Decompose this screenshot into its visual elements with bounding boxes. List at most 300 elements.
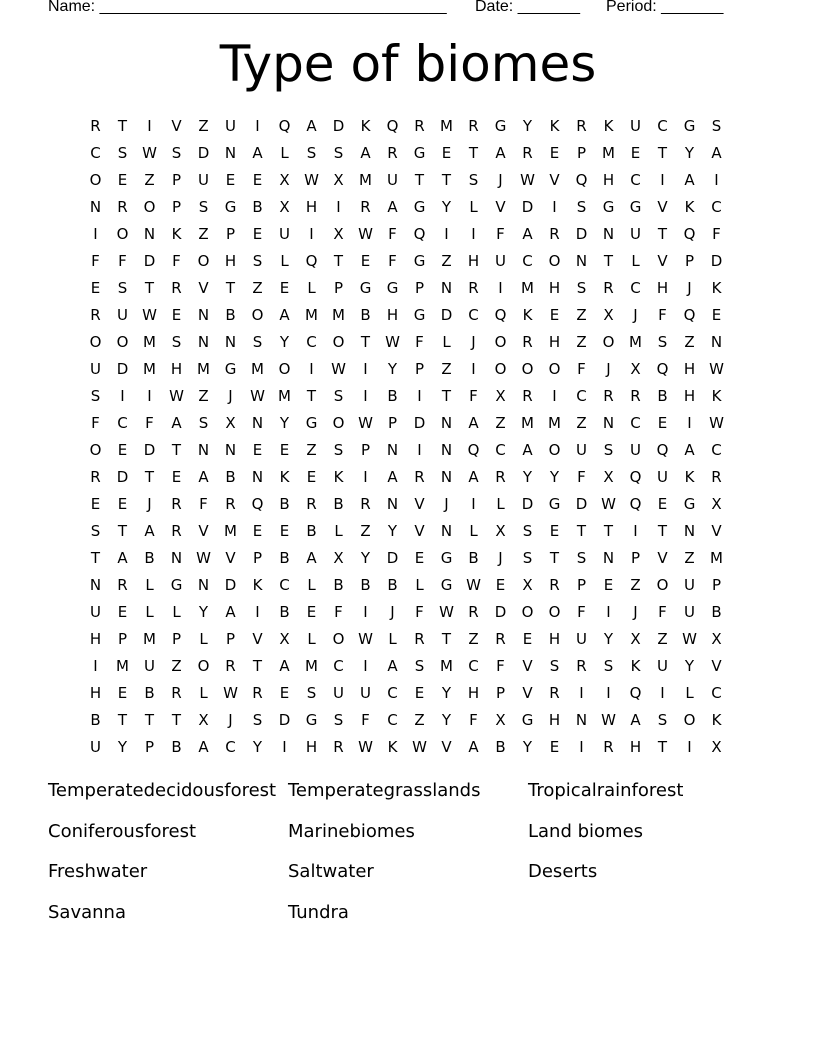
grid-letter: E [117,171,128,189]
grid-letter: G [440,549,453,567]
grid-letter: G [224,198,237,216]
grid-letter: R [225,495,236,513]
grid-letter: W [358,630,373,648]
grid-letter: N [440,468,453,486]
grid-letter: G [602,198,615,216]
grid-letter: P [225,630,236,648]
grid-letter: I [255,117,260,135]
grid-letter: U [90,603,101,621]
grid-letter: O [143,198,156,216]
grid-letter: Y [522,117,533,135]
grid-letter: S [333,441,344,459]
grid-letter: S [90,522,101,540]
grid-letter: R [171,495,182,513]
grid-letter: A [468,414,479,432]
grid-letter: A [279,657,290,675]
grid-letter: K [630,657,641,675]
grid-letter: A [279,306,290,324]
grid-letter: S [522,522,533,540]
grid-letter: H [683,387,696,405]
grid-letter: N [386,495,399,513]
period-field-label: Period: _______ [606,0,724,15]
grid-letter: Z [684,333,695,351]
word-list-item: Coniferousforest [48,820,197,842]
grid-letter: L [280,252,289,270]
grid-letter: S [603,657,614,675]
grid-letter: R [549,576,560,594]
grid-letter: N [143,225,156,243]
grid-letter: X [279,630,290,648]
grid-letter: E [549,306,560,324]
grid-letter: E [549,522,560,540]
grid-letter: Q [413,225,426,243]
word-list-item: Temperategrasslands [288,780,481,801]
grid-letter: A [711,144,722,162]
grid-letter: J [498,171,503,189]
grid-letter: Z [144,171,155,189]
grid-letter: Y [684,657,695,675]
grid-letter: M [197,360,210,378]
grid-letter: P [171,171,182,189]
grid-letter: A [306,117,317,135]
grid-letter: Q [629,468,642,486]
grid-letter: T [414,171,425,189]
grid-letter: U [576,630,587,648]
grid-letter: W [358,738,373,756]
grid-letter: I [633,522,638,540]
grid-letter: E [279,441,290,459]
grid-letter: O [548,252,561,270]
grid-letter: T [657,225,668,243]
grid-letter: E [252,171,263,189]
grid-letter: B [360,576,371,594]
grid-letter: D [521,495,534,513]
grid-letter: E [279,684,290,702]
grid-letter: I [660,171,665,189]
grid-letter: W [466,576,481,594]
grid-letter: G [305,414,318,432]
grid-letter: G [386,279,399,297]
date-field-label: Date: _______ [475,0,580,15]
grid-letter: V [657,252,668,270]
grid-letter: O [197,252,210,270]
grid-letter: F [658,306,667,324]
grid-letter: S [333,387,344,405]
grid-letter: S [306,684,317,702]
grid-letter: V [522,684,533,702]
grid-letter: S [117,144,128,162]
grid-letter: S [252,711,263,729]
grid-letter: W [223,684,238,702]
grid-letter: J [390,603,395,621]
grid-letter: E [90,495,101,513]
grid-letter: N [224,441,237,459]
grid-letter: I [336,198,341,216]
grid-letter: A [522,441,533,459]
grid-letter: R [333,738,344,756]
grid-letter: F [577,360,586,378]
grid-letter: Q [386,117,399,135]
grid-letter: C [225,738,236,756]
grid-letter: W [250,387,265,405]
grid-letter: C [117,414,128,432]
grid-letter: K [549,117,560,135]
grid-letter: J [606,360,611,378]
grid-letter: M [710,549,723,567]
grid-letter: S [333,711,344,729]
grid-letter: Z [360,522,371,540]
grid-letter: U [576,441,587,459]
grid-letter: T [657,738,668,756]
grid-letter: L [280,144,289,162]
grid-letter: R [549,225,560,243]
grid-letter: U [657,468,668,486]
grid-letter: U [279,225,290,243]
grid-letter: X [198,711,209,729]
grid-letter: K [522,306,533,324]
grid-letter: B [711,603,722,621]
grid-letter: L [469,198,478,216]
grid-letter: P [576,144,587,162]
grid-letter: I [687,738,692,756]
grid-letter: E [117,603,128,621]
grid-letter: R [522,387,533,405]
grid-letter: A [117,549,128,567]
grid-letter: V [657,549,668,567]
grid-letter: I [363,657,368,675]
grid-letter: W [304,171,319,189]
grid-letter: N [575,711,588,729]
grid-letter: A [198,468,209,486]
grid-letter: X [333,225,344,243]
letter-grid [82,113,730,761]
grid-letter: X [630,360,641,378]
grid-letter: H [89,684,102,702]
grid-letter: R [306,495,317,513]
grid-letter: E [441,144,452,162]
grid-letter: T [171,441,182,459]
grid-letter: P [252,549,263,567]
grid-letter: N [440,414,453,432]
grid-letter: X [522,576,533,594]
grid-letter: E [603,576,614,594]
grid-letter: F [577,603,586,621]
grid-letter: C [279,576,290,594]
grid-letter: W [520,171,535,189]
grid-letter: B [225,468,236,486]
word-list-item: Land biomes [528,820,644,842]
grid-letter: I [606,684,611,702]
grid-letter: O [494,333,507,351]
grid-letter: E [306,603,317,621]
grid-letter: R [468,117,479,135]
grid-letter: M [224,522,237,540]
grid-letter: F [388,225,397,243]
grid-letter: I [579,684,584,702]
grid-letter: P [495,684,506,702]
grid-letter: Y [441,711,452,729]
grid-letter: J [633,306,638,324]
grid-letter: B [468,549,479,567]
grid-letter: S [549,657,560,675]
grid-letter: I [93,657,98,675]
grid-letter: Y [279,414,290,432]
grid-letter: E [171,306,182,324]
grid-letter: O [89,441,102,459]
grid-letter: O [197,657,210,675]
grid-letter: R [576,657,587,675]
grid-letter: Q [656,360,669,378]
grid-letter: P [360,441,371,459]
grid-letter: I [282,738,287,756]
grid-letter: Y [252,738,263,756]
grid-letter: D [521,198,534,216]
grid-letter: Q [683,306,696,324]
grid-letter: U [333,684,344,702]
grid-letter: H [548,333,561,351]
grid-letter: T [225,279,236,297]
grid-letter: N [386,441,399,459]
grid-letter: N [440,522,453,540]
grid-letter: U [657,657,668,675]
grid-letter: L [388,630,397,648]
grid-letter: S [522,549,533,567]
grid-letter: W [169,387,184,405]
grid-letter: O [116,225,129,243]
grid-letter: T [90,549,101,567]
grid-letter: A [387,198,398,216]
grid-letter: R [495,468,506,486]
grid-letter: X [333,171,344,189]
grid-letter: Y [522,738,533,756]
word-list-item: Tundra [288,901,349,923]
grid-letter: P [576,576,587,594]
grid-letter: O [548,441,561,459]
grid-letter: E [495,576,506,594]
grid-letter: Z [198,117,209,135]
grid-letter: J [498,549,503,567]
grid-letter: A [387,657,398,675]
grid-letter: F [145,414,154,432]
grid-letter: R [117,198,128,216]
grid-letter: M [440,117,453,135]
grid-letter: K [360,117,371,135]
grid-letter: S [90,387,101,405]
grid-letter: U [225,117,236,135]
grid-letter: K [711,387,722,405]
grid-letter: R [495,630,506,648]
grid-letter: E [225,171,236,189]
grid-letter: I [498,279,503,297]
grid-letter: V [657,198,668,216]
grid-letter: R [360,495,371,513]
grid-letter: I [363,468,368,486]
grid-letter: G [413,144,426,162]
grid-letter: E [90,279,101,297]
grid-letter: R [360,198,371,216]
grid-letter: F [415,603,424,621]
grid-letter: I [147,117,152,135]
grid-letter: S [171,144,182,162]
grid-letter: A [387,468,398,486]
grid-letter: H [467,252,480,270]
grid-letter: B [144,549,155,567]
grid-letter: V [549,171,560,189]
grid-letter: I [363,360,368,378]
grid-letter: F [496,225,505,243]
grid-letter: T [333,252,344,270]
grid-letter: L [307,279,316,297]
grid-letter: I [579,738,584,756]
grid-letter: D [116,360,129,378]
grid-letter: Z [576,306,587,324]
grid-letter: E [414,684,425,702]
grid-letter: S [576,279,587,297]
grid-letter: Z [441,360,452,378]
grid-letter: R [225,657,236,675]
grid-letter: T [441,387,452,405]
grid-letter: M [440,657,453,675]
grid-letter: O [683,711,696,729]
grid-letter: S [252,252,263,270]
grid-letter: C [333,657,344,675]
grid-letter: N [170,549,183,567]
grid-letter: F [361,711,370,729]
grid-letter: M [143,333,156,351]
grid-letter: N [197,333,210,351]
grid-letter: I [552,387,557,405]
name-field-label: Name: _______________________________________ [48,0,447,15]
grid-letter: G [440,576,453,594]
grid-letter: I [606,603,611,621]
grid-letter: R [549,684,560,702]
grid-letter: L [415,576,424,594]
grid-letter: D [143,252,156,270]
grid-letter: T [144,279,155,297]
grid-letter: L [442,333,451,351]
grid-letter: W [709,360,724,378]
grid-letter: D [332,117,345,135]
grid-letter: G [413,306,426,324]
grid-letter: J [147,495,152,513]
grid-letter: U [630,225,641,243]
grid-letter: O [116,333,129,351]
grid-letter: A [171,414,182,432]
grid-letter: R [387,144,398,162]
grid-letter: V [414,522,425,540]
grid-letter: T [117,711,128,729]
grid-letter: I [417,387,422,405]
grid-letter: B [279,495,290,513]
grid-letter: X [279,171,290,189]
grid-letter: A [306,549,317,567]
grid-letter: I [147,387,152,405]
grid-letter: L [685,684,694,702]
grid-letter: V [225,549,236,567]
grid-letter: F [415,333,424,351]
grid-letter: B [252,198,263,216]
grid-letter: V [414,495,425,513]
grid-letter: T [549,549,560,567]
grid-letter: K [387,738,398,756]
grid-letter: Y [387,360,398,378]
grid-letter: W [709,414,724,432]
grid-letter: J [687,279,692,297]
grid-letter: P [387,414,398,432]
grid-letter: D [386,549,399,567]
word-list-item: Temperatedecidousforest [48,780,277,801]
grid-letter: R [252,684,263,702]
grid-letter: S [603,441,614,459]
grid-letter: B [279,549,290,567]
grid-letter: S [468,171,479,189]
grid-letter: D [575,225,588,243]
grid-letter: F [388,252,397,270]
grid-letter: T [117,522,128,540]
grid-letter: L [199,684,208,702]
grid-letter: H [224,252,237,270]
grid-letter: D [143,441,156,459]
grid-letter: M [143,360,156,378]
grid-letter: I [363,387,368,405]
grid-letter: O [494,360,507,378]
grid-letter: G [683,495,696,513]
grid-letter: O [521,360,534,378]
grid-letter: D [116,468,129,486]
grid-letter: L [469,522,478,540]
grid-letter: U [387,171,398,189]
grid-letter: U [684,576,695,594]
grid-letter: S [657,711,668,729]
grid-letter: E [117,684,128,702]
grid-letter: C [630,171,641,189]
grid-letter: K [684,468,695,486]
grid-letter: S [171,333,182,351]
grid-letter: X [279,198,290,216]
grid-letter: E [117,441,128,459]
grid-letter: G [548,495,561,513]
grid-letter: V [495,198,506,216]
grid-letter: M [332,306,345,324]
grid-letter: E [117,495,128,513]
grid-letter: F [469,711,478,729]
grid-letter: A [684,441,695,459]
grid-letter: Z [198,225,209,243]
grid-letter: D [413,414,426,432]
grid-letter: P [414,279,425,297]
grid-letter: S [576,198,587,216]
grid-letter: U [684,603,695,621]
grid-letter: Q [467,441,480,459]
grid-letter: R [171,684,182,702]
grid-letter: N [89,576,102,594]
grid-letter: D [440,306,453,324]
grid-letter: X [225,414,236,432]
grid-letter: C [90,144,101,162]
grid-letter: C [387,711,398,729]
grid-letter: X [333,549,344,567]
grid-letter: Q [305,252,318,270]
grid-letter: E [360,252,371,270]
grid-letter: W [439,603,454,621]
grid-letter: R [414,117,425,135]
grid-letter: C [468,306,479,324]
grid-letter: F [658,603,667,621]
grid-letter: U [117,306,128,324]
grid-letter: H [629,738,642,756]
grid-letter: P [630,549,641,567]
grid-letter: G [413,198,426,216]
